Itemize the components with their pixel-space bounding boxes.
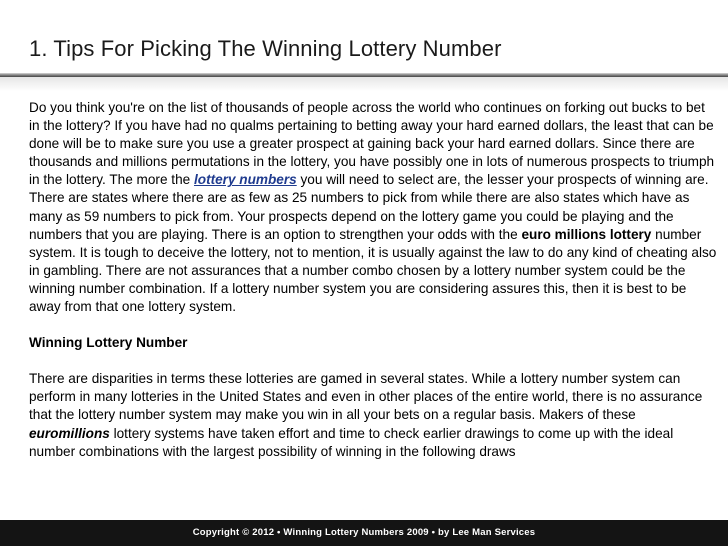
paragraph-intro bbox=[29, 99, 719, 316]
lottery-numbers-link[interactable]: lottery numbers bbox=[193, 172, 297, 188]
article-body bbox=[29, 99, 719, 461]
paragraph-second-text-1: There are disparities in terms these lotteries are gamed in several states. While a lottery number system can perform in many lotteries in the United States and even in other places of the entire world, there is no assurance that the lottery number system may make you win in all your bets on a regular basis. Makers of these bbox=[29, 371, 703, 423]
euromillions-keyword: euromillions bbox=[29, 425, 110, 441]
euro-millions-lottery-keyword: euro millions lottery bbox=[521, 226, 652, 242]
paragraph-second-text-2: lottery systems have taken effort and time to check earlier drawings to come up with the ideal number combinations with the largest possibility of winning in the following draws bbox=[29, 425, 674, 459]
paragraph-intro-text-2: you will need to select are, the lesser your prospects of winning are. There are states where there are as few as 25 numbers to pick from while there are also states which have as many as 59 numbers to pick from. Your prospects depend on the lottery game you could be playing and the numbers that you are playing. There is an option to strengthen your odds with the bbox=[29, 172, 709, 242]
paragraph-intro-text-3: number system. It is tough to deceive the lottery, not to mention, it is usually against the law to do any kind of cheating also in gambling. There are not assurances that a number combo chosen by a lottery number system could be the winning number combination. If a lottery number system you are considering assures this, then it is best to be away from that one lottery system. bbox=[29, 226, 717, 315]
section-subheading: Winning Lottery Number bbox=[29, 335, 188, 351]
paragraph-intro-text-1: Do you think you're on the list of thousands of people across the world who continues on forking out bucks to bet in the lottery? If you have had no qualms pertaining to betting away your hard earned dollars, the least that can be done will be to make sure you use a greater prospect at gaining back your hard earned dollars. Since there are thousands and millions permutations in the lottery, you have possibly one in lots of numerous prospects to triumph in the lottery. The more the bbox=[29, 100, 715, 188]
page-title: 1. Tips For Picking The Winning Lottery Number bbox=[29, 36, 502, 61]
paragraph-second bbox=[29, 370, 719, 460]
divider-shadow bbox=[0, 77, 728, 91]
copyright-footer: Copyright © 2012 • Winning Lottery Numbers 2009 • by Lee Man Services bbox=[0, 520, 728, 546]
